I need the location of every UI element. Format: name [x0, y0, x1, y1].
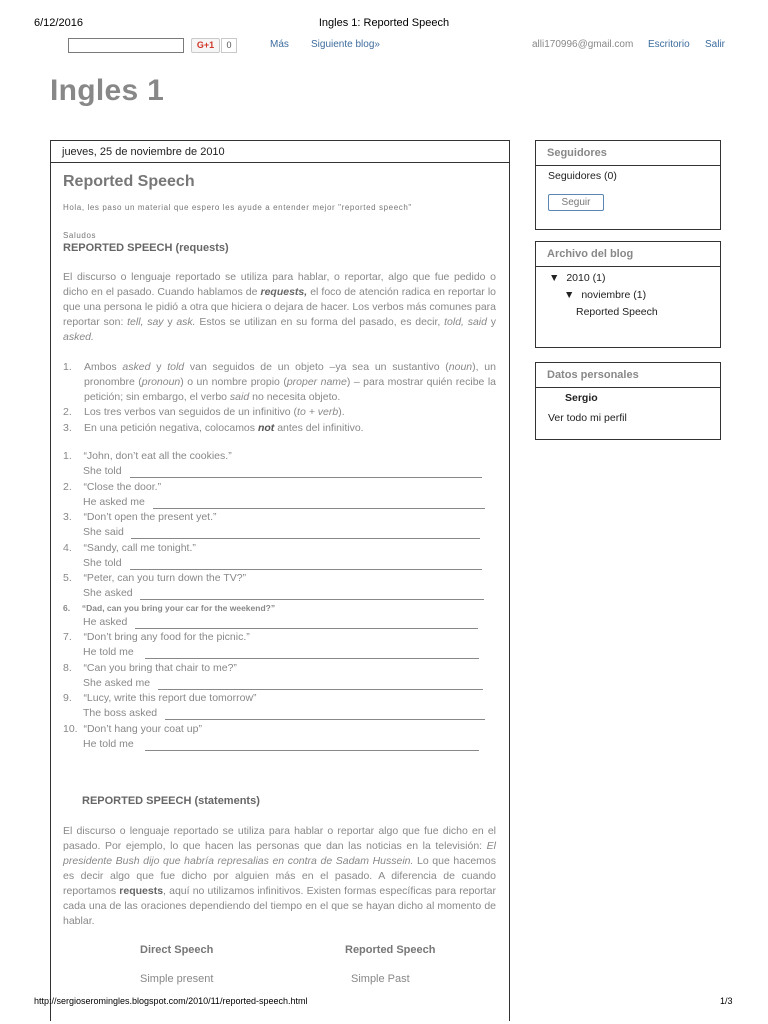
archive-year[interactable]: ▼ 2010 (1) [549, 272, 606, 284]
list-item: 2. Los tres verbos van seguidos de un infinitivo (to + verb). [63, 406, 345, 418]
dashboard-link[interactable]: Escritorio [648, 39, 690, 50]
answer-line [140, 599, 484, 600]
exercise-item: 1. “John, don’t eat all the cookies.” [63, 450, 232, 462]
table-cell: Simple present [140, 973, 214, 985]
section-heading-statements: REPORTED SPEECH (statements) [82, 795, 260, 807]
footer-url: http://sergioseromingles.blogspot.com/2010/11/reported-speech.html [34, 996, 308, 1006]
exercise-item: 2. “Close the door.” [63, 481, 162, 493]
exercise-answer: The boss asked [83, 707, 158, 719]
more-link[interactable]: Más [270, 39, 289, 50]
exercise-item: 6. “Dad, can you bring your car for the weekend?” [63, 603, 276, 613]
exercise-item: 7. “Don’t bring any food for the picnic.” [63, 631, 250, 643]
exercise-answer: She told [83, 465, 122, 477]
list-item: 1. Ambos asked y told van seguidos de un objeto –ya sea un sustantivo (noun), un pronombre (pronoun) o un nombre propio (proper name) – para mostrar quién recibe la petición; sin embargo, el verbo said no necesita objeto. [63, 361, 496, 403]
list-item: 3. En una petición negativa, colocamos not antes del infinitivo. [63, 422, 364, 434]
post-date: jueves, 25 de noviembre de 2010 [51, 141, 509, 163]
exercise-list [63, 450, 503, 750]
section-heading-requests: REPORTED SPEECH (requests) [63, 242, 229, 254]
answer-line [145, 750, 479, 751]
gplus-button[interactable]: G+1 [191, 38, 220, 53]
paragraph-statements: El discurso o lenguaje reportado se utiliza para hablar o reportar algo que fue dicho en el pasado. Por ejemplo, lo que hacen las personas que dan las noticias en la televisión: El presidente Bush dijo que habría represalias en contra de Sadam Hussein. Lo que hacemos es decir algo que fue dicho por alguien más en el pasado. A diferencia de cuando reportamos requests, aquí no utilizamos infinitivos. Existen formas específicas para reportar cada una de las oraciones dependiendo del tiempo en el que se hayan dicho al momento de hablar. [63, 825, 497, 927]
exercise-answer: He asked me [83, 496, 145, 508]
answer-line [158, 689, 483, 690]
user-email: alli170996@gmail.com [532, 39, 634, 50]
exercise-answer: He asked [83, 616, 128, 628]
exercise-item: 3. “Don’t open the present yet.” [63, 511, 217, 523]
exercise-answer: He told me [83, 646, 134, 658]
answer-line [130, 477, 482, 478]
exercise-item: 9. “Lucy, write this report due tomorrow” [63, 692, 257, 704]
archive-post-link[interactable]: Reported Speech [576, 306, 658, 318]
exercise-item: 5. “Peter, can you turn down the TV?” [63, 572, 247, 584]
post-intro: Hola, les paso un material que espero les ayude a entender mejor "reported speech" [63, 203, 412, 212]
blog-title[interactable]: Ingles 1 [50, 74, 165, 107]
gplus-count: 0 [221, 38, 237, 53]
post-title[interactable]: Reported Speech [63, 173, 195, 190]
followers-count: Seguidores (0) [548, 170, 617, 182]
footer-page: 1/3 [720, 996, 733, 1006]
profile-name[interactable]: Sergio [565, 392, 598, 404]
answer-line [135, 628, 478, 629]
exercise-answer: She asked me [83, 677, 151, 689]
blogger-navbar [68, 38, 748, 54]
post-greeting: Saludos [63, 231, 97, 240]
chevron-down-icon[interactable]: ▼ [564, 289, 575, 301]
profile-widget [535, 362, 721, 440]
answer-line [153, 508, 485, 509]
search-input[interactable] [68, 38, 184, 53]
view-profile-link[interactable]: Ver todo mi perfil [548, 412, 627, 424]
exercise-answer: She asked [83, 587, 133, 599]
exercise-item: 8. “Can you bring that chair to me?” [63, 662, 237, 674]
exercise-item: 10. “Don’t hang your coat up” [63, 723, 202, 735]
archive-widget [535, 241, 721, 348]
exercise-answer: She said [83, 526, 124, 538]
print-date: 6/12/2016 [34, 17, 83, 29]
followers-title: Seguidores [536, 141, 720, 166]
table-header-reported: Reported Speech [345, 944, 436, 956]
follow-button[interactable]: Seguir [548, 194, 604, 211]
print-title: Ingles 1: Reported Speech [318, 17, 450, 29]
next-blog-link[interactable]: Siguiente blog» [311, 39, 380, 50]
archive-month[interactable]: ▼ noviembre (1) [564, 289, 647, 301]
answer-line [165, 719, 485, 720]
exercise-answer: She told [83, 557, 122, 569]
answer-line [130, 569, 482, 570]
profile-title: Datos personales [536, 363, 720, 388]
exercise-item: 4. “Sandy, call me tonight.” [63, 542, 196, 554]
answer-line [131, 538, 480, 539]
exercise-answer: He told me [83, 738, 134, 750]
table-header-direct: Direct Speech [140, 944, 214, 956]
signout-link[interactable]: Salir [705, 39, 726, 50]
followers-widget [535, 140, 721, 230]
table-cell: Simple Past [351, 973, 410, 985]
archive-title: Archivo del blog [536, 242, 720, 267]
chevron-down-icon[interactable]: ▼ [549, 272, 560, 284]
paragraph-requests: El discurso o lenguaje reportado se utiliza para hablar, o reportar, algo que fue pedido o dicho en el pasado. Cuando hablamos de requests, el foco de atención radica en reportar lo que una persona le pidió a otra que hiciera o dejara de hacer. Los verbos más comunes para reportar son: tell, say y ask. Estos se utilizan en su forma del pasado, es decir, told, said y asked. [63, 271, 497, 343]
answer-line [145, 658, 479, 659]
